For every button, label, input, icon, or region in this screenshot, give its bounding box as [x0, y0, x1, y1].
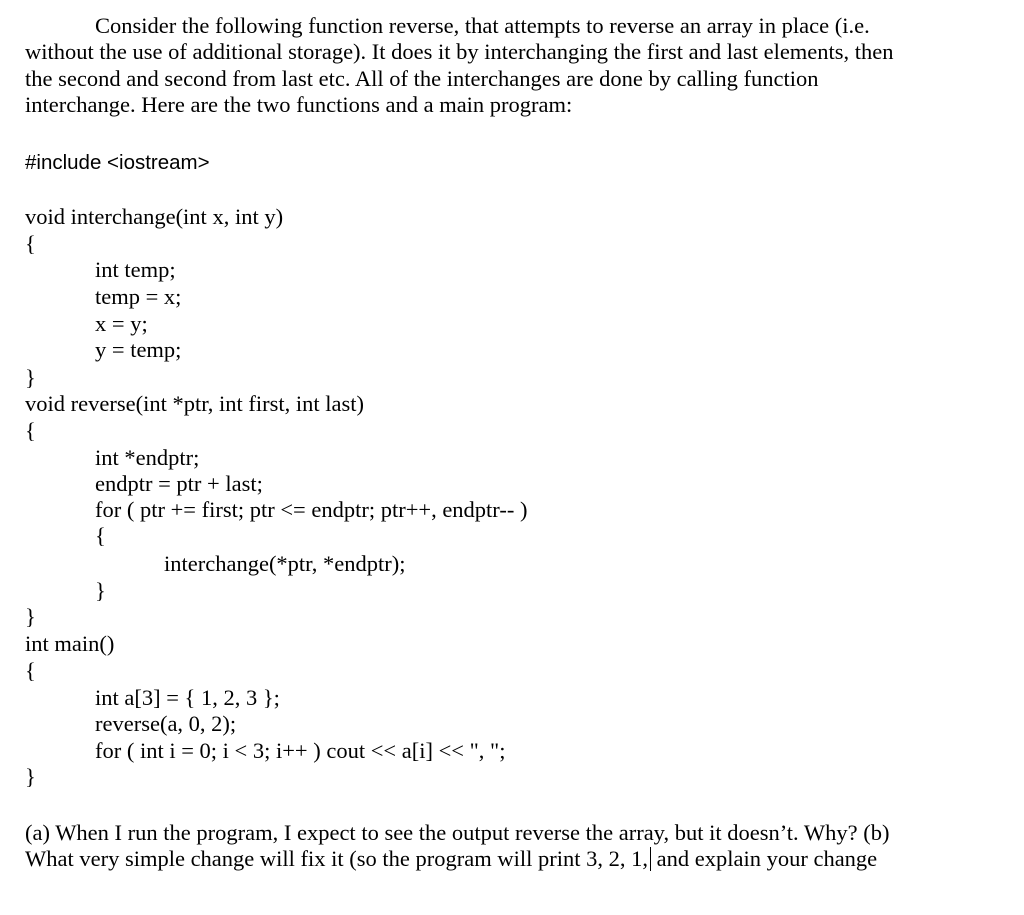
intro-line-2: without the use of additional storage). It does it by interchanging the first and last elements, then [25, 39, 894, 64]
code-for-close-brace: } [95, 578, 106, 603]
question-line-2 [25, 846, 877, 872]
code-main-signature: int main() [25, 631, 115, 656]
code-for-open-brace: { [95, 523, 106, 548]
question-line-1: (a) When I run the program, I expect to see the output reverse the array, but it doesn’t. Why? (b) [25, 820, 890, 845]
code-include: #include <iostream> [25, 151, 210, 174]
code-reverse-for-loop: for ( ptr += first; ptr <= endptr; ptr++, endptr-- ) [95, 497, 528, 522]
intro-line-4: interchange. Here are the two functions and a main program: [25, 92, 573, 117]
code-reverse-signature: void reverse(int *ptr, int first, int last) [25, 391, 365, 416]
question-line-2-end: and explain your change [651, 846, 878, 871]
code-interchange-signature: void interchange(int x, int y) [25, 204, 284, 229]
code-interchange-line-1: int temp; [95, 257, 176, 282]
intro-line-1: Consider the following function reverse, that attempts to reverse an array in place (i.e. [95, 13, 870, 38]
code-main-line-2: reverse(a, 0, 2); [95, 711, 237, 736]
code-interchange-line-4: y = temp; [95, 337, 182, 362]
code-main-line-1: int a[3] = { 1, 2, 3 }; [95, 685, 280, 710]
code-main-line-3: for ( int i = 0; i < 3; i++ ) cout << a[i] << ", "; [95, 738, 506, 763]
code-reverse-line-2: endptr = ptr + last; [95, 471, 263, 496]
code-for-body: interchange(*ptr, *endptr); [164, 551, 406, 576]
code-interchange-close-brace: } [25, 365, 36, 390]
code-reverse-line-1: int *endptr; [95, 445, 200, 470]
code-main-open-brace: { [25, 658, 36, 683]
intro-line-3: the second and second from last etc. All of the interchanges are done by calling function [25, 66, 819, 91]
code-reverse-open-brace: { [25, 418, 36, 443]
code-interchange-line-2: temp = x; [95, 284, 182, 309]
code-interchange-open-brace: { [25, 231, 36, 256]
question-line-2-start: What very simple change will fix it (so the program will print 3, 2, 1, [25, 846, 648, 871]
code-interchange-line-3: x = y; [95, 311, 148, 336]
code-reverse-close-brace: } [25, 604, 36, 629]
code-main-close-brace: } [25, 764, 36, 789]
